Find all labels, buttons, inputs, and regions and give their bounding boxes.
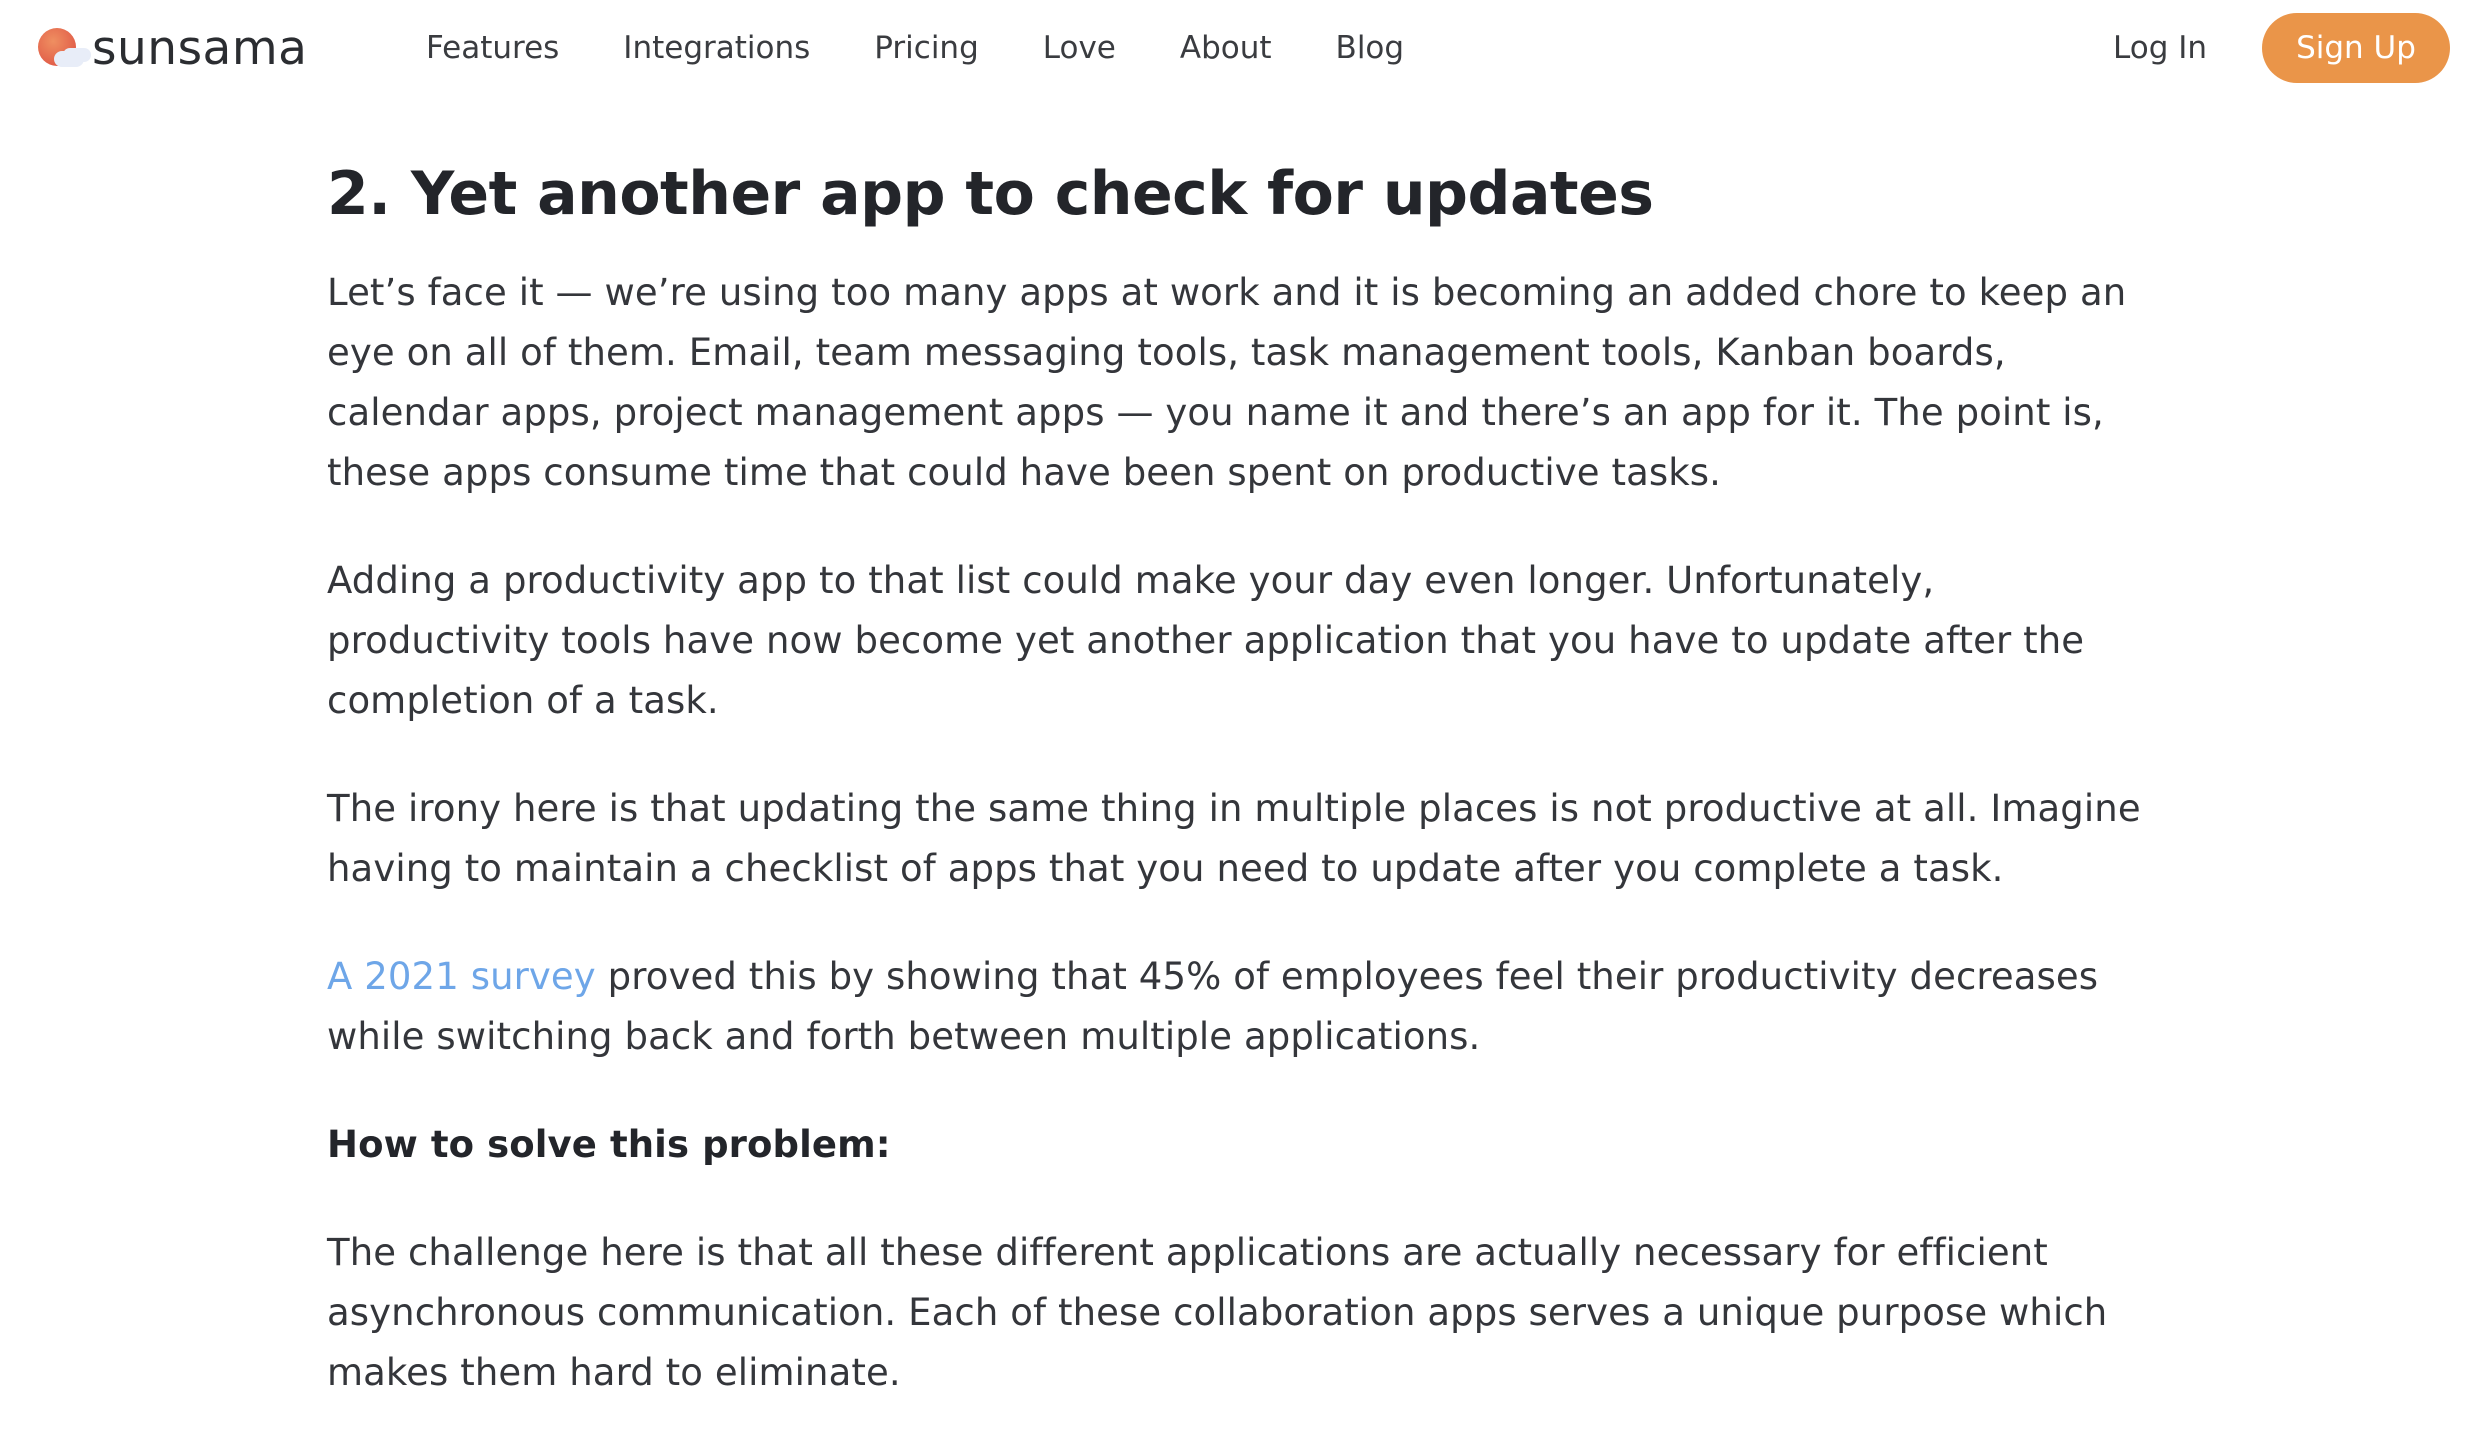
nav-love[interactable]: Love: [1042, 30, 1116, 66]
nav-pricing[interactable]: Pricing: [874, 30, 979, 66]
survey-link[interactable]: A 2021 survey: [327, 955, 596, 998]
article-content: [327, 160, 2157, 1440]
logo-wordmark: sunsama: [92, 20, 308, 76]
paragraph-too-many-apps: Let’s face it — we’re using too many apps at work and it is becoming an added chore to keep an eye on all of them. Email, team messaging tools, task management tools, Kanban boards, calendar apps, project management apps — you name it and there’s an app for it. The point is, these apps consume time that could have been spent on productive tasks.: [327, 271, 2127, 494]
nav-about[interactable]: About: [1179, 30, 1272, 66]
paragraph-survey: [327, 947, 2157, 1067]
sun-cloud-logo-icon: [36, 24, 84, 72]
paragraph-irony: The irony here is that updating the same thing in multiple places is not productive at all. Imagine having to maintain a checklist of apps that you need to update after you complete a task.: [327, 787, 2141, 890]
survey-text: proved this by showing that 45% of employees feel their productivity decreases while switching back and forth between multiple applications.: [327, 955, 2099, 1058]
nav-blog[interactable]: Blog: [1335, 30, 1405, 66]
section-heading: 2. Yet another app to check for updates: [327, 159, 1654, 229]
nav-integrations[interactable]: Integrations: [623, 30, 811, 66]
solution-subheading: How to solve this problem:: [327, 1123, 891, 1166]
signup-button[interactable]: Sign Up: [2262, 13, 2450, 83]
paragraph-productivity-app: Adding a productivity app to that list could make your day even longer. Unfortunately, productivity tools have now become yet another application that you have to update after the completion of a task.: [327, 559, 2085, 722]
main-nav: [426, 0, 1468, 96]
sunsama-logo[interactable]: [36, 18, 307, 78]
top-navigation-bar: [0, 0, 2478, 96]
login-link[interactable]: Log In: [2113, 30, 2208, 66]
paragraph-challenge: The challenge here is that all these different applications are actually necessary for efficient asynchronous communication. Each of these collaboration apps serves a unique purpose which makes them hard to eliminate.: [327, 1231, 2108, 1394]
nav-features[interactable]: Features: [426, 30, 560, 66]
